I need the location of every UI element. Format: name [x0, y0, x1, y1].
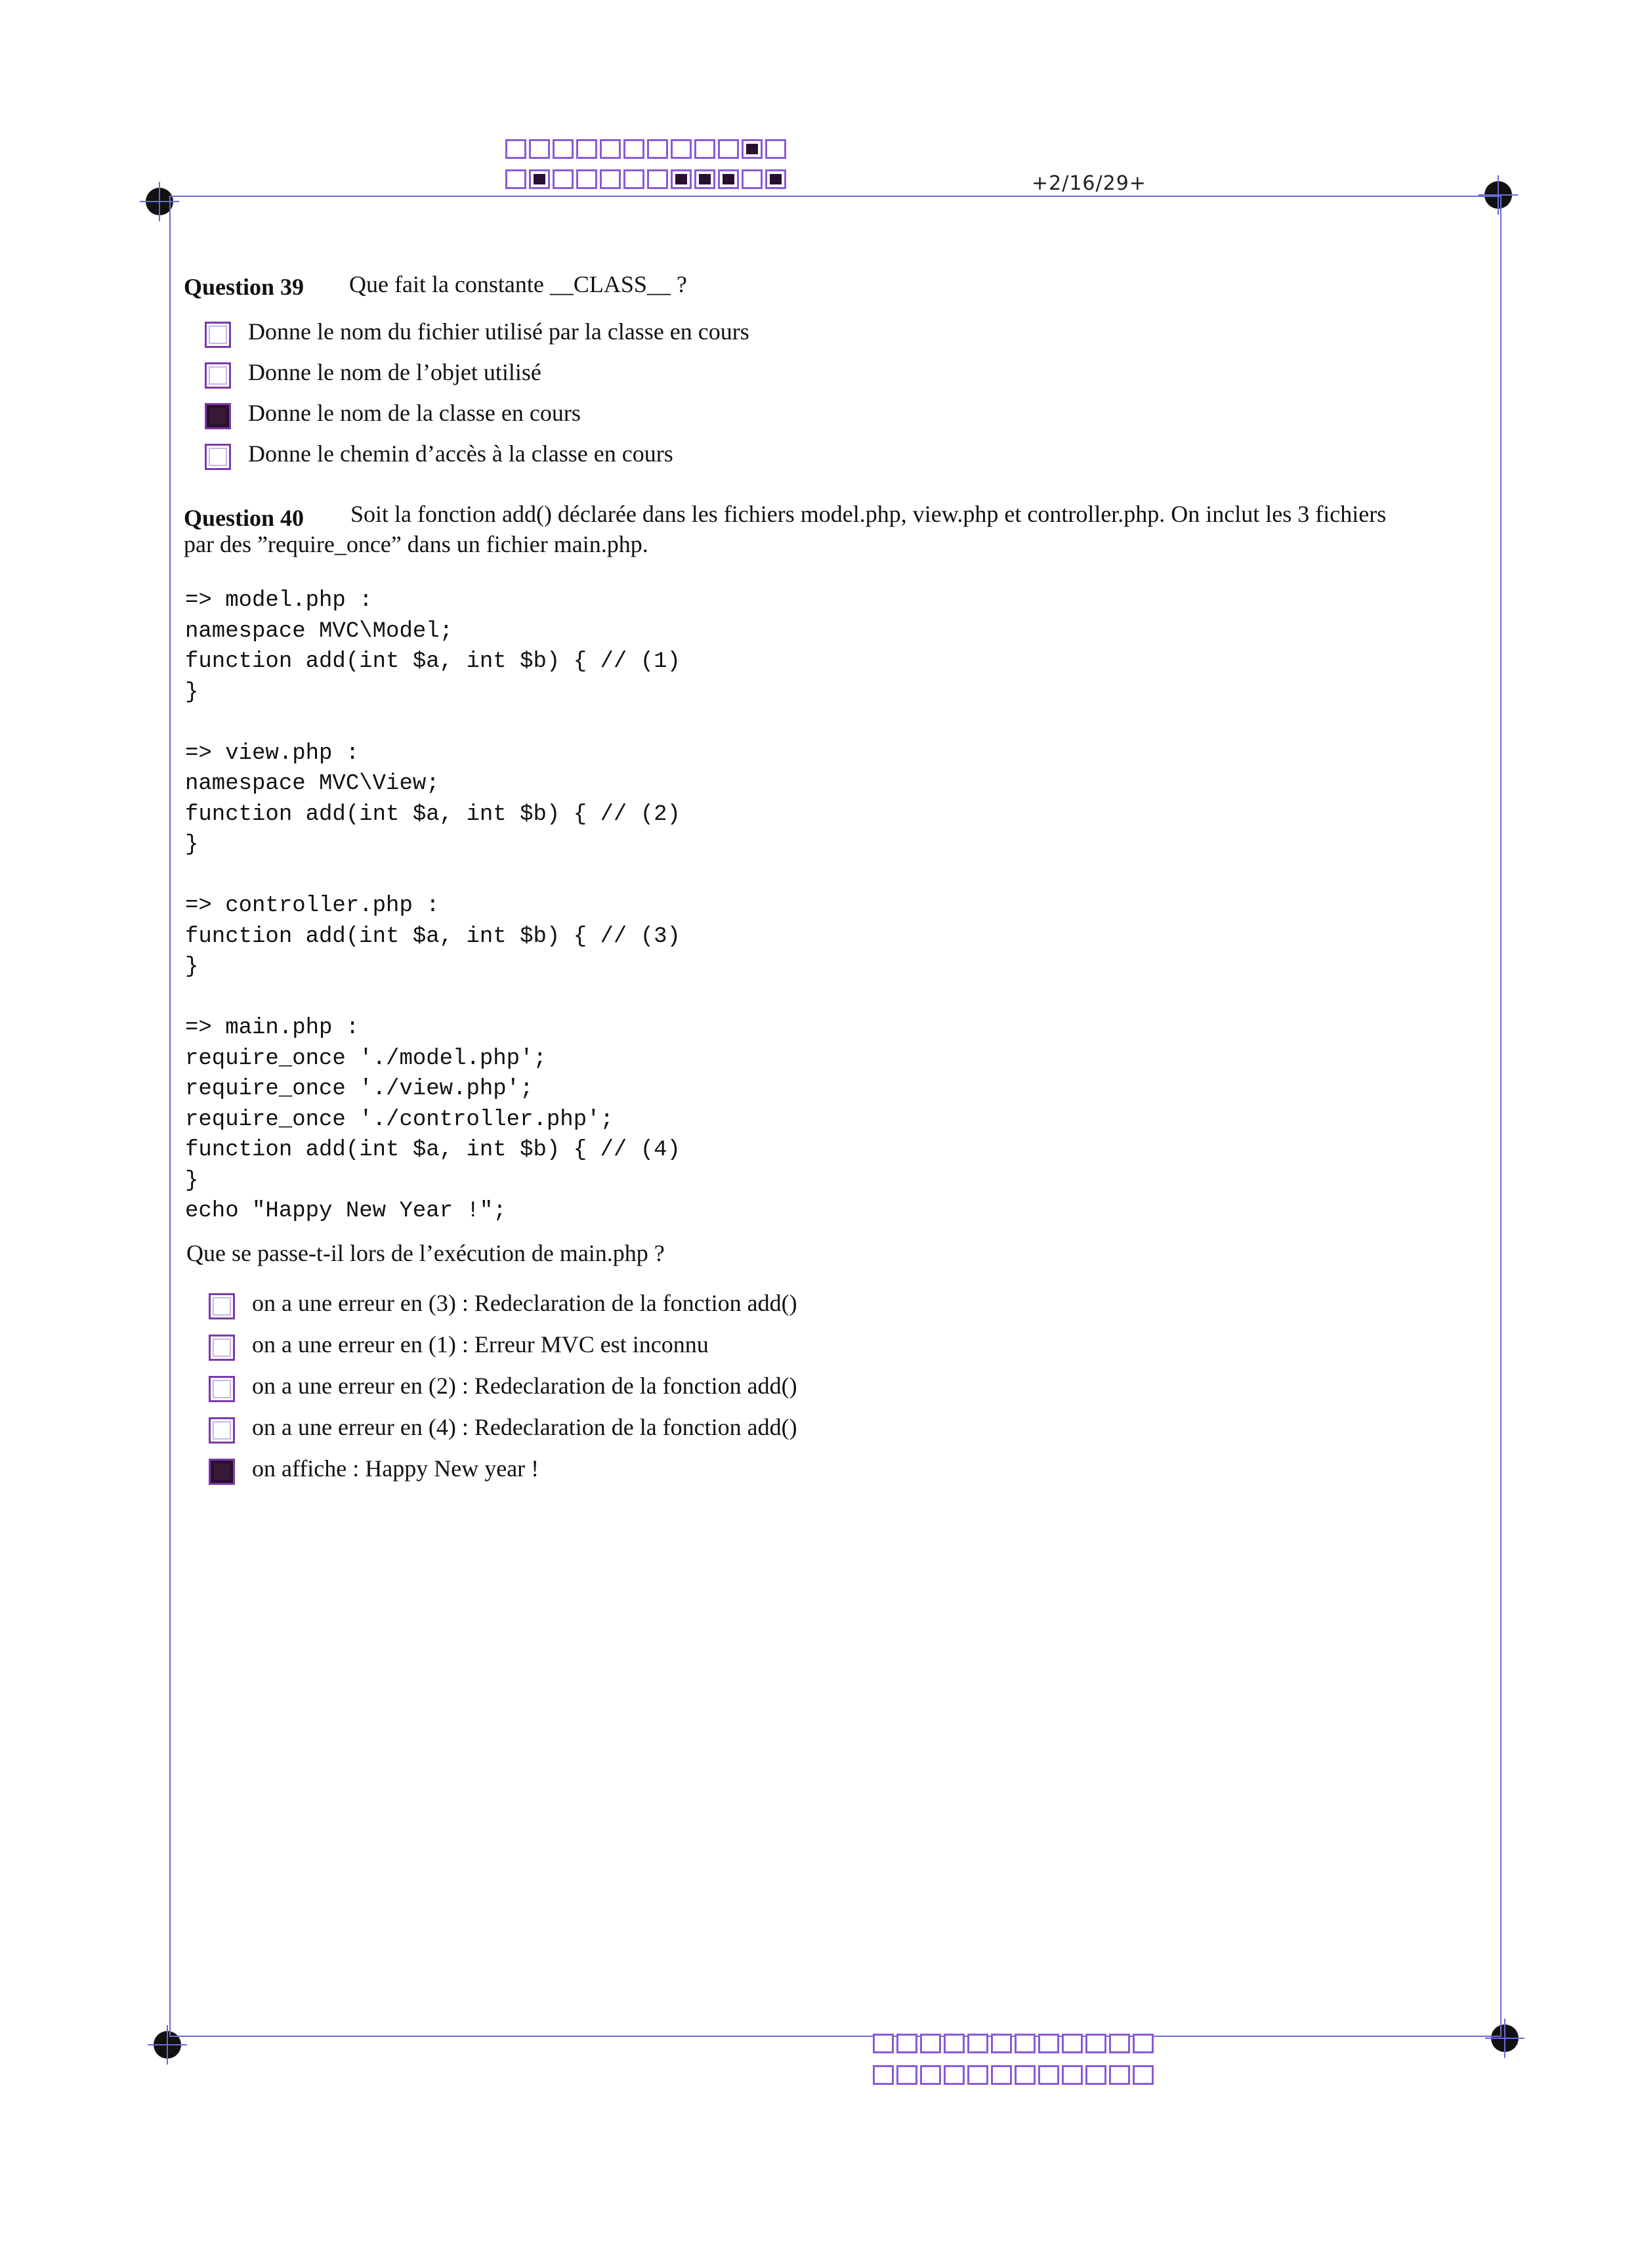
top-code-cell: [623, 169, 644, 189]
top-code-cell: [553, 139, 574, 159]
code-line: => main.php :: [185, 1016, 360, 1040]
bottom-code-cell: [1085, 2034, 1106, 2053]
bottom-code-cell: [944, 2065, 965, 2085]
q40-prompt: Que se passe-t-il lors de l’exécution de main.php ?: [186, 1240, 665, 1266]
bottom-code-row-2: [873, 2065, 1154, 2085]
top-code-cell: [718, 169, 739, 189]
top-code-cell: [765, 139, 786, 159]
code-line: }: [185, 954, 199, 979]
q40-text-line1: Soit la fonction add() déclarée dans les fichiers model.php, view.php et controller.php. On inclut les 3 fichiers: [350, 501, 1387, 527]
top-code-cell: [576, 169, 597, 189]
top-code-cell: [505, 169, 526, 189]
q39-checkbox-4[interactable]: [205, 444, 231, 470]
bottom-code-cell: [1062, 2034, 1083, 2053]
top-code-cell: [576, 139, 597, 159]
top-code-cell: [718, 139, 739, 159]
top-code-cell: [742, 139, 763, 159]
top-code-cell: [694, 139, 715, 159]
q39-text: Que fait la constante __CLASS__ ?: [349, 271, 687, 297]
bottom-code-cell: [1015, 2034, 1036, 2053]
top-code-cell: [600, 139, 621, 159]
q40-checkbox-5[interactable]: [209, 1459, 235, 1485]
q39-label: Question 39: [184, 274, 304, 300]
q40-text-line2: par des ”require_once” dans un fichier main.php.: [184, 531, 648, 557]
bottom-code-cell: [967, 2034, 988, 2053]
code-line: namespace MVC\Model;: [185, 618, 453, 644]
top-code-cell: [529, 139, 550, 159]
q39-checkbox-2[interactable]: [205, 362, 231, 389]
bottom-code-cell: [920, 2065, 941, 2085]
bottom-code-cell: [1062, 2065, 1083, 2085]
q40-answer-text-5: on affiche : Happy New year !: [252, 1455, 539, 1482]
q40-answer-text-2: on a une erreur en (1) : Erreur MVC est inconnu: [252, 1331, 709, 1358]
top-code-cell: [671, 139, 692, 159]
top-code-cell: [671, 169, 692, 189]
code-line: }: [185, 1168, 199, 1193]
code-line: => view.php :: [185, 740, 360, 766]
top-code-cell: [742, 169, 763, 189]
q40-answer-text-1: on a une erreur en (3) : Redeclaration de la fonction add(): [252, 1290, 797, 1316]
top-code-cell: [647, 169, 668, 189]
q40-checkbox-3[interactable]: [209, 1376, 235, 1402]
code-line: require_once './model.php';: [185, 1046, 547, 1071]
top-code-cell: [694, 169, 715, 189]
bottom-code-cell: [1109, 2034, 1130, 2053]
top-code-cell: [553, 169, 574, 189]
bottom-code-cell: [896, 2034, 917, 2053]
top-code-cell: [647, 139, 668, 159]
bottom-code-cell: [1133, 2065, 1154, 2085]
q40-label: Question 40: [184, 505, 304, 531]
q40-checkbox-4[interactable]: [209, 1417, 235, 1444]
bottom-code-cell: [873, 2065, 894, 2085]
code-line: => controller.php :: [185, 893, 440, 918]
page-code: +2/16/29+: [1032, 172, 1146, 195]
q40-answer-text-3: on a une erreur en (2) : Redeclaration de la fonction add(): [252, 1373, 797, 1399]
top-code-row-2: [505, 169, 786, 189]
code-line: function add(int $a, int $b) { // (1): [185, 649, 681, 674]
bottom-code-cell: [1015, 2065, 1036, 2085]
bottom-code-cell: [991, 2034, 1012, 2053]
bottom-code-cell: [1109, 2065, 1130, 2085]
code-line: require_once './controller.php';: [185, 1107, 614, 1132]
top-code-cell: [505, 139, 526, 159]
bottom-code-cell: [896, 2065, 917, 2085]
top-code-cell: [600, 169, 621, 189]
top-code-row-1: [505, 139, 786, 159]
top-code-cell: [623, 139, 644, 159]
q40-checkbox-1[interactable]: [209, 1293, 235, 1319]
code-line: }: [185, 832, 199, 857]
bottom-code-cell: [1085, 2065, 1106, 2085]
q39-checkbox-1[interactable]: [205, 322, 231, 348]
code-line: function add(int $a, int $b) { // (3): [185, 924, 681, 949]
bottom-code-cell: [944, 2034, 965, 2053]
bottom-code-cell: [920, 2034, 941, 2053]
top-code-cell: [765, 169, 786, 189]
bottom-code-cell: [1133, 2034, 1154, 2053]
bottom-code-cell: [873, 2034, 894, 2053]
code-line: function add(int $a, int $b) { // (2): [185, 802, 681, 827]
code-line: => model.php :: [185, 588, 373, 613]
q39-answer-text-2: Donne le nom de l’objet utilisé: [248, 359, 541, 385]
code-line: function add(int $a, int $b) { // (4): [185, 1138, 681, 1163]
bottom-code-cell: [1038, 2065, 1059, 2085]
bottom-code-cell: [1038, 2034, 1059, 2053]
q39-answer-text-4: Donne le chemin d’accès à la classe en cours: [248, 440, 673, 467]
q39-checkbox-3[interactable]: [205, 403, 231, 429]
bottom-code-cell: [967, 2065, 988, 2085]
q40-answer-text-4: on a une erreur en (4) : Redeclaration de la fonction add(): [252, 1414, 797, 1440]
code-line: }: [185, 679, 199, 705]
bottom-code-row-1: [873, 2034, 1154, 2053]
q39-answer-text-1: Donne le nom du fichier utilisé par la classe en cours: [248, 318, 749, 345]
code-line: echo "Happy New Year !";: [185, 1199, 507, 1224]
q40-checkbox-2[interactable]: [209, 1335, 235, 1361]
top-code-cell: [529, 169, 550, 189]
code-line: require_once './view.php';: [185, 1077, 534, 1102]
q39-answer-text-3: Donne le nom de la classe en cours: [248, 400, 581, 426]
code-line: namespace MVC\View;: [185, 771, 440, 796]
bottom-code-cell: [991, 2065, 1012, 2085]
